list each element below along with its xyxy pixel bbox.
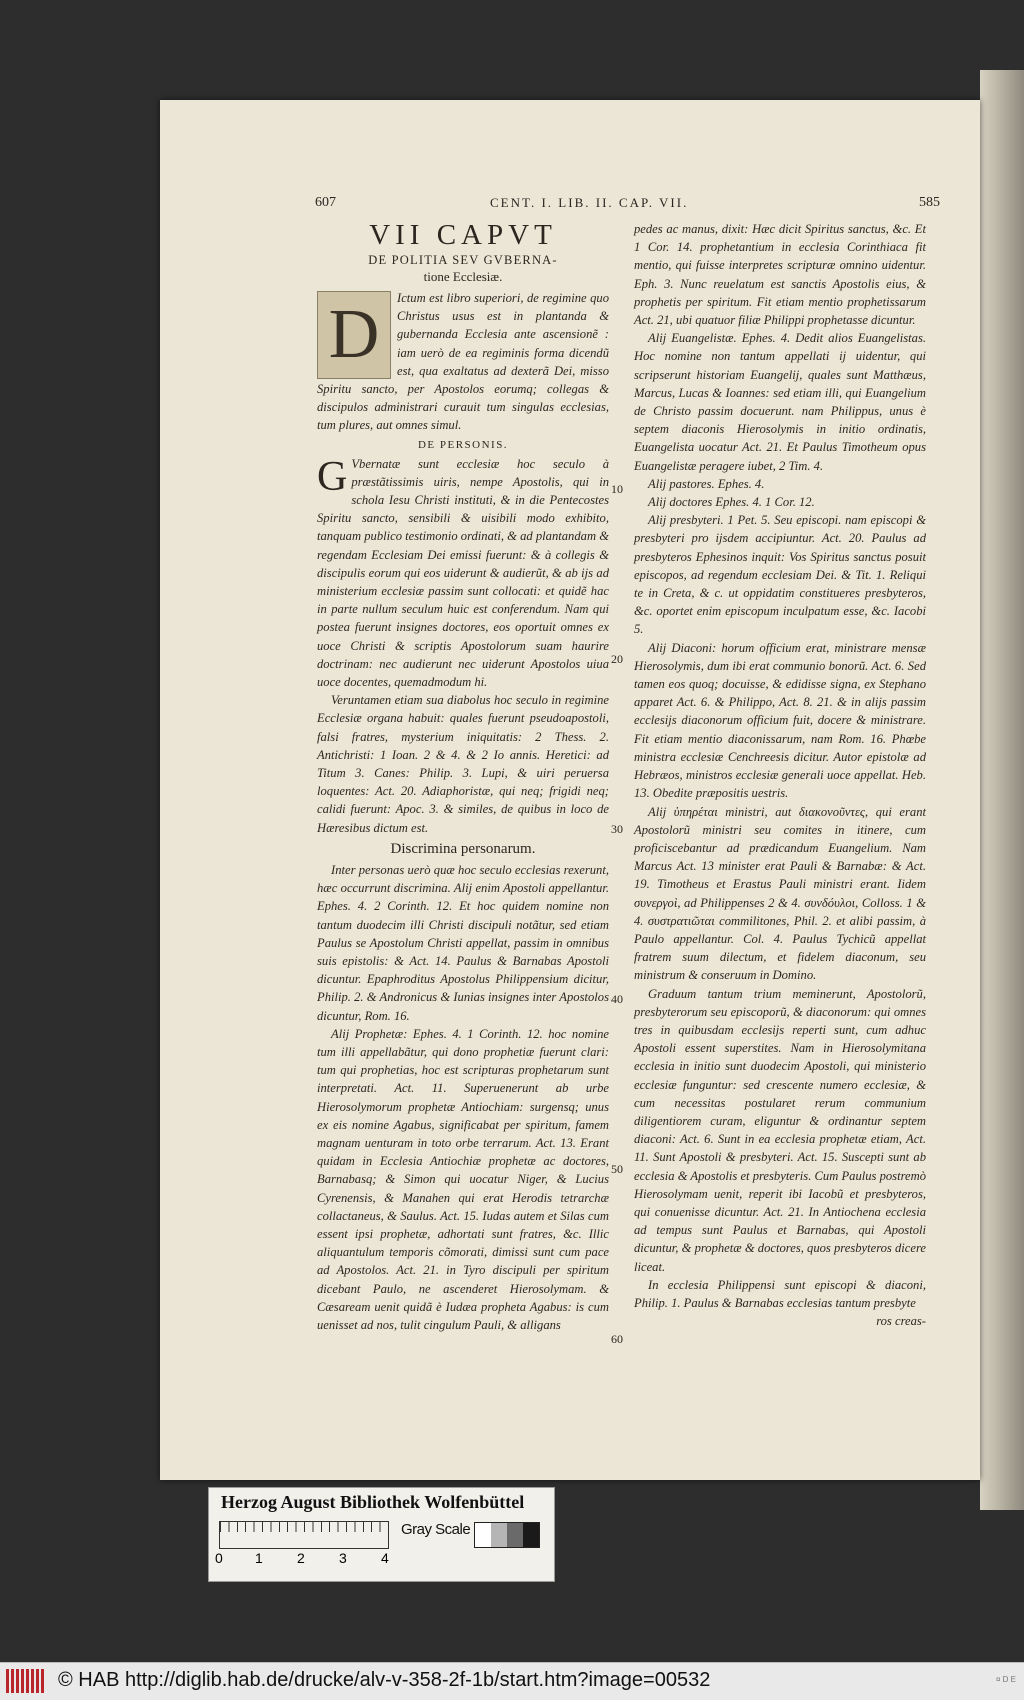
- ruler-number: 2: [297, 1550, 305, 1566]
- paragraph: Alij doctores Ephes. 4. 1 Cor. 12.: [648, 495, 815, 510]
- initial-letter: G: [317, 453, 348, 500]
- ruler-number: 4: [381, 1550, 389, 1566]
- paragraph: Alij Diaconi: horum officium erat, ministrare mensæ Hierosolymis, dum ibi erat communio bonorũ. Act. 6. Sed tamen eos quoq; docuisse, & edidisse signa, ex Stephano apparet Act. 6. & Philippo, Act. 8. 21. & in alijs passim ecclesijs diaconorum officium fuit, docere & ministrare. Fit etiam mentio diaconissarum, nam Rom. 16. Phœbe ministra ecclesiæ Cenchreesis dicitur. Autor epistolæ ad Hebræos, ministros ecclesiæ generali uoce appellat. Heb. 13. Obedite præpositis uestris.: [634, 640, 926, 801]
- book-page: [160, 100, 980, 1480]
- color-scale-card: [208, 1487, 555, 1582]
- section-heading: Discrimina personarum.: [390, 840, 536, 857]
- hab-logo-icon: [6, 1669, 44, 1693]
- right-page-number: 585: [919, 195, 940, 210]
- paragraph: Alij Euangelistæ. Ephes. 4. Dedit alios Euangelistas. Hoc nomine non tantum appellati ij uidentur, qui scripserunt historiam Euangelij, quales sunt Matthæus, Marcus, Lucas & Ioannes: sed etiam illi, qui Euangelium de Christo passim docuerunt. nam Philippus, unus è septem diaconis Hierosolymis in initio ordinatis, Euangelista uocatur Act. 21. Et Paulus Timotheum opus Euangelistæ peragere iubet, 2 Tim. 4.: [634, 331, 926, 473]
- line-number: 40: [611, 992, 623, 1006]
- chapter-title: VII CAPVT: [369, 219, 557, 251]
- paragraph: Graduum tantum trium meminerunt, Apostolorũ, presbyterorum seu episcoporũ, & diaconorum: qui omnes tres in quibusdam ecclesijs reperti sunt, cum adhuc Apostoli essent superstites. Nam in Hierosolymitana ecclesia in initio sunt duodecim Apostoli, qui ministerio ecclesiæ funguntur: sed crescente numero ecclesiæ, & cum necessitas postularet rerum communium diligentiorem curam, eliguntur & ordinantur septem diaconi: Act. 6. Sunt in ea ecclesia prophetæ etiam, Act. 11. Sunt Apostoli & presbyteri. Act. 15. Suscepti sunt ab ecclesia & Apostolis et presbyteris. Cum Paulus postremò Hierosolymam uenit, reperit ibi Iacobũ et presbyteros, qui conuenisse dicuntur. Act. 21. In Antiochena ecclesia ad tempus sunt Paulus et Barnabas, qui Apostoli dicuntur, & prophetæ & doctores, quos presbyteros dicere liceat.: [634, 986, 926, 1274]
- paragraph: Alij Prophetæ: Ephes. 4. 1 Corinth. 12. hoc nomine tum illi appellabãtur, qui dono prophetiæ fuerunt clari: tum qui prophetias, hoc est scripturas prophetarum sunt interpretati. Act. 11. Superuenerunt ab urbe Hierosolymorum prophetæ Antiochiam: surgensq; unus ex eis nomine Agabus, significabat per spiritum, famem magnam uenturam in toto orbe terrarum. Act. 13. Erant quidam in Ecclesia Antiochiæ prophetæ ac doctores, Barnabasq; & Simon qui uocatur Niger, & Lucius Cyrenensis, & Manahen qui erat Herodis tetrarchæ collactaneus, & Saulus. Act. 15. Iudas autem et Silas cum essent ipsi prophetæ, adhortati sunt fratres, &c. Illic aliquantulum temporis cõmorati, dimissi sunt cum pace ad Apostolos. Act. 21. in Tyro discipuli per spiritum dicebant Paulo, ne ascenderet Hierosolymam. & Cæsaream uenit quidã è Iudæa propheta Agabus: is cum uenisset ad nos, tulit cingulum Pauli, & alligans: [317, 1026, 609, 1332]
- paragraph: In ecclesia Philippensi sunt episcopi & diaconi, Philip. 1. Paulus & Barnabas ecclesias tantum presbyte: [634, 1277, 926, 1310]
- footer-url[interactable]: © HAB http://diglib.hab.de/drucke/alv-v-358-2f-1b/start.htm?image=00532: [58, 1669, 711, 1691]
- paragraph: Alij pastores. Ephes. 4.: [648, 476, 765, 491]
- chapter-subtitle-2: tione Ecclesiæ.: [423, 269, 503, 284]
- ruler-number: 1: [255, 1550, 263, 1566]
- line-number: 50: [611, 1162, 623, 1176]
- line-number: 20: [611, 652, 623, 666]
- ruler-number: 0: [215, 1550, 223, 1566]
- right-column: [634, 220, 926, 1330]
- paragraph: pedes ac manus, dixit: Hæc dicit Spiritus sanctus, &c. Et 1 Cor. 14. prophetantium in ecclesia Corinthiaca fit mentio, qui fuisse interpretes scripturæ omnino uidentur. Eph. 3. Nunc reuelatum est sanctis Apostolis eius, & prophetis per spiritum. Fit etiam mentio prophetissarum Act. 21, ubi quatuor filiæ Philippi prophetasse dicuntur.: [634, 222, 926, 328]
- paragraph: Ictum est libro superiori, de regimine quo Christus usus est in plantanda & gubernanda Ecclesia ante ascensionẽ : iam uerò de ea regiminis forma dicendũ est, qua exaltatus ad dexterã Dei, misso Spiritu sancto, per Apostolos eorumq; collegas & discipulos administrari curauit tum singulas ecclesias, tum plures, aut omnes simul.: [317, 291, 609, 433]
- footer-bar: [0, 1662, 1024, 1700]
- ruler-scale: [219, 1521, 389, 1549]
- left-column: [317, 220, 609, 1334]
- chapter-subtitle: DE POLITIA SEV GVBERNA-: [368, 253, 558, 267]
- paragraph: Vbernatæ sunt ecclesiæ hoc seculo à præstãtissimis uiris, nempe Apostolis, qui in schola Iesu Christi instituti, & in die Pentecostes Spiritu sancto, sensibili & uisibili modo exhibito, tanquam publico testimonio ordinati, & ad plantandam & regendam Ecclesiam Dei emissi fuerunt: & à collegis & discipulis eorum qui eos uiderunt & audierũt, & ab ijs ad ministerium ecclesiæ passim sunt collocati: et quidẽ hac in parte nullum seculum huic est conferendum. Nam qui postea fuerunt insignes doctores, eos oportuit omnes ex uoce Christi & scriptis Apostolorum suam haurire doctrinam: nec audierunt nec uiderunt Apostolos uiua uoce docentes, quemadmodum hi.: [317, 456, 609, 690]
- line-number: 10: [611, 482, 623, 496]
- gray-scale-swatch: [474, 1522, 540, 1548]
- paragraph: Inter personas uerò quæ hoc seculo ecclesias rexerunt, hæc occurrunt discrimina. Alij enim Apostoli appellantur. Ephes. 4. 2 Corinth. 12. Et hoc quidem nomine non tantum duodecim illi Christi discipuli notãtur, sed etiam Paulus se Apostolum Christi appellat, passim in omnibus suis epistolis: & Act. 14. Paulus & Barnabas Apostoli dicuntur. Epaphroditus Apostolus Philippensium dicitur, Philip. 2. & Andronicus & Iunias insignes inter Apostolos dicuntur, Rom. 16.: [317, 862, 609, 1023]
- decorated-initial: D: [317, 291, 391, 379]
- paragraph: Alij presbyteri. 1 Pet. 5. Seu episcopi. nam episcopi & presbyteri pro ijsdem accipiuntur. Act. 20. Paulus ad presbyteros Ephesinos inquit: Vos Spiritus sanctus posuit episcopos, ad regendum ecclesiam Dei. & Tit. 1. Reliqui te in Creta, & c. ut oppidatim constitueres presbyteros, &c. oportet enim episcopum inculpatum esse, &c. Iacobi 5.: [634, 513, 926, 637]
- running-title: CENT. I. LIB. II. CAP. VII.: [490, 195, 689, 210]
- gray-scale-label: Gray Scale: [401, 1521, 471, 1538]
- section-heading: DE PERSONIS.: [417, 438, 509, 451]
- line-number: 30: [611, 822, 623, 836]
- left-page-number: 607: [315, 195, 336, 210]
- paragraph: Alij ὑπηρέται ministri, aut διακονοῦντες, qui erant Apostolorũ ministri seu comites in itinere, cum proficiscebantur ad prædicandum Euangelium. Nam Marcus Act. 13 minister erat Pauli & Barnabæ: & Act. 19. Timotheus et Erastus Pauli ministri erant. Iidem συνεργοὶ, ad Philippenses 2 & 4. συνδόυλοι, Colloss. 1 & 4. συστρατιῶται commilitones, Phil. 2. et alibi passim, à Paulo appellantur. Col. 4. Paulus Tychicũ appellat fratrem suum dilectum, et fidelem diaconum, seu ministrum & conseruum in Domino.: [634, 804, 926, 983]
- library-name: Herzog August Bibliothek Wolfenbüttel: [221, 1492, 525, 1512]
- catchword: ros creas-: [876, 1314, 926, 1329]
- footer-right-mark: ¤ D E: [995, 1675, 1016, 1684]
- paragraph: Veruntamen etiam sua diabolus hoc seculo in regimine Ecclesiæ organa habuit: quales fuerunt pseudoapostoli, falsi fratres, mysterium iniquitatis: 2 Thess. 2. Antichristi: 1 Ioan. 2 & 4. & 2 Io annis. Heretici: ad Titum 3. Canes: Philip. 3. Lupi, & uiri peruersa loquentes: Act. 20. Adiaphoristæ, qui neq; frigidi neq; calidi fuerunt: Apoc. 3. & similes, de quibus in loco de Hæresibus dictum est.: [317, 693, 609, 835]
- page-edge: [980, 70, 1024, 1510]
- ruler-number: 3: [339, 1550, 347, 1566]
- line-number: 60: [611, 1332, 623, 1346]
